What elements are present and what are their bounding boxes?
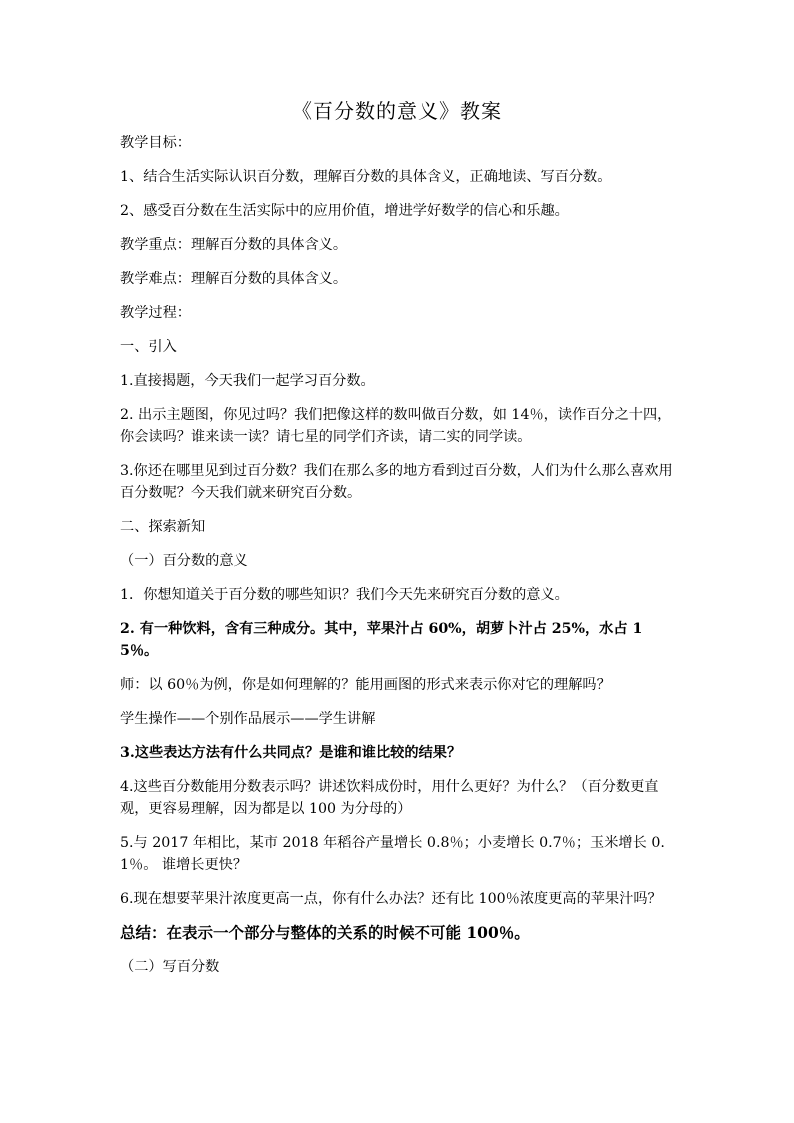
document-body (120, 132, 680, 990)
paragraph-process-heading: 教学过程： (120, 305, 191, 321)
paragraph-meaning-3: 3.这些表达方法有什么共同点？是谁和谁比较的结果？ (120, 745, 462, 761)
paragraph-meaning-4: 4.这些百分数能用分数表示吗？讲述饮料成份时，用什么更好？为什么？（百分数更直观，更容易理解，因为都是以 100 为分母的） (120, 779, 659, 817)
page-title: 《百分数的意义》教案 (292, 99, 502, 123)
section-introduction: 一、引入 (120, 339, 177, 355)
paragraph-intro-1: 1.直接揭题，今天我们一起学习百分数。 (120, 373, 375, 389)
paragraph-objective-1: 1、结合生活实际认识百分数，理解百分数的具体含义，正确地读、写百分数。 (120, 169, 612, 185)
paragraph-meaning-2: 2. 有一种饮料，含有三种成分。其中，苹果汁占 60%，胡萝卜汁占 25%，水占 15％。 (120, 621, 643, 659)
paragraph-teacher-question: 师：以 60％为例，你是如何理解的？能用画图的形式来表示你对它的理解吗？ (120, 677, 611, 693)
paragraph-objective-2: 2、感受百分数在生活实际中的应用价值，增进学好数学的信心和乐趣。 (120, 203, 569, 219)
paragraph-meaning-1: 1．你想知道关于百分数的哪些知识？我们今天先来研究百分数的意义。 (120, 587, 569, 603)
paragraph-objectives-heading: 教学目标： (120, 135, 191, 151)
subsection-writing: （二）写百分数 (120, 959, 220, 975)
paragraph-summary: 总结：在表示一个部分与整体的关系的时候不可能 100％。 (120, 923, 530, 942)
paragraph-meaning-5: 5.与 2017 年相比，某市 2018 年稻谷产量增长 0.8％；小麦增长 0.7％；玉米增长 0.1％。 谁增长更快？ (120, 835, 665, 873)
section-explore: 二、探索新知 (120, 519, 206, 535)
paragraph-intro-3: 3.你还在哪里见到过百分数？我们在那么多的地方看到过百分数，人们为什么那么喜欢用百分数呢？今天我们就来研究百分数。 (120, 463, 673, 501)
paragraph-intro-2: 2. 出示主题图，你见过吗？我们把像这样的数叫做百分数，如 14％，读作百分之十四，你会读吗？谁来读一读？请七星的同学们齐读，请二实的同学读。 (120, 407, 672, 445)
paragraph-key-point: 教学重点：理解百分数的具体含义。 (120, 237, 348, 253)
paragraph-meaning-6: 6.现在想要苹果汁浓度更高一点，你有什么办法？还有比 100％浓度更高的苹果汁吗？ (120, 891, 662, 907)
paragraph-student-activity: 学生操作——个别作品展示——学生讲解 (120, 711, 376, 727)
subsection-meaning: （一）百分数的意义 (120, 553, 248, 569)
paragraph-difficulty: 教学难点：理解百分数的具体含义。 (120, 271, 348, 287)
